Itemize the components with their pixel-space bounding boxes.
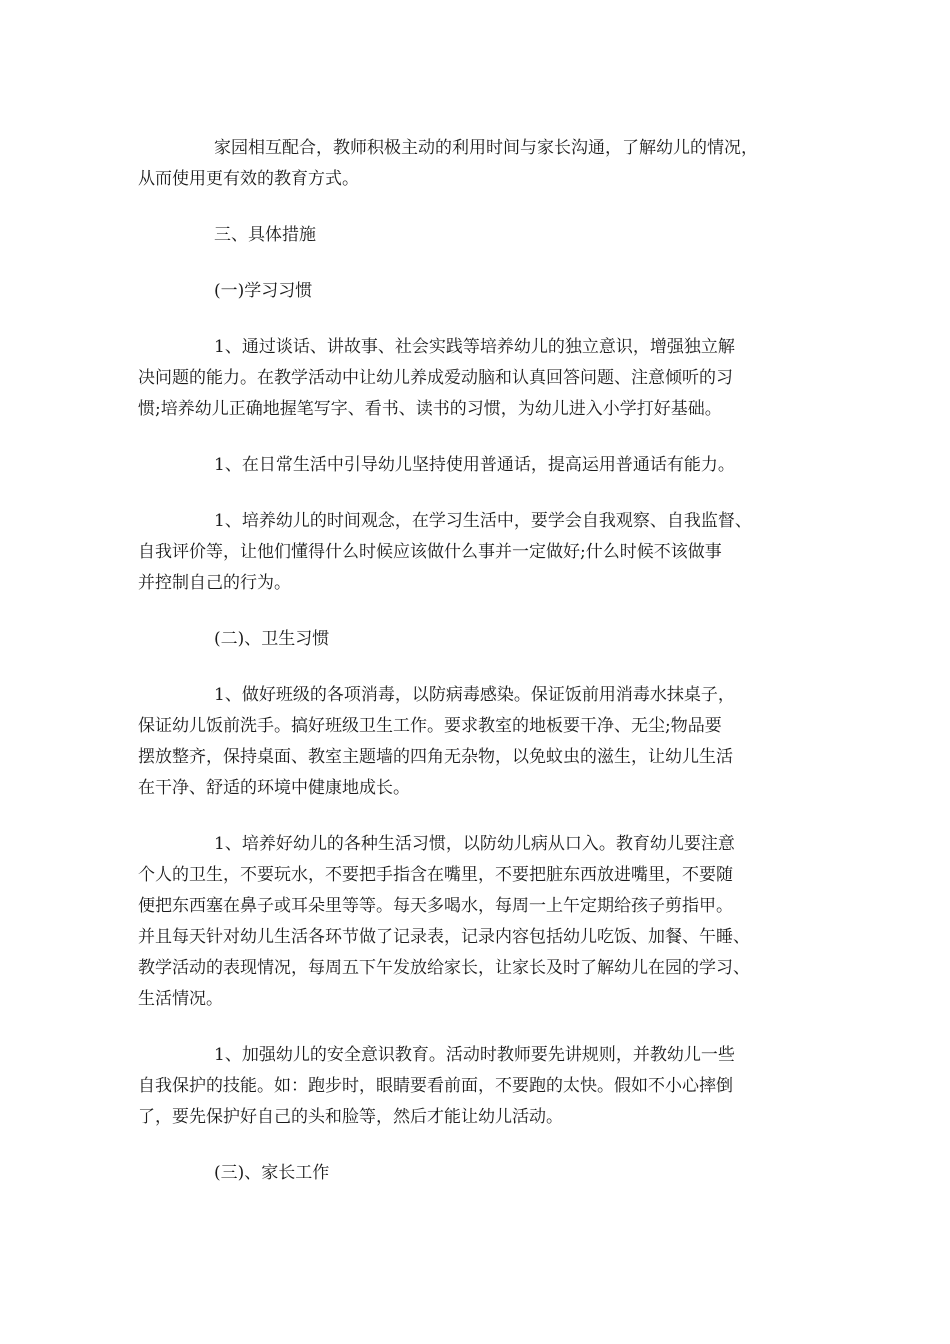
heading-parent-work bbox=[138, 1158, 820, 1189]
text-line: 1、在日常生活中引导幼儿坚持使用普通话，提高运用普通话有能力。 bbox=[214, 455, 735, 475]
text-line: 摆放整齐，保持桌面、教室主题墙的四角无杂物，以免蚊虫的滋生，让幼儿生活 bbox=[138, 747, 733, 767]
text-line: 教学活动的表现情况，每周五下午发放给家长，让家长及时了解幼儿在园的学习、 bbox=[138, 958, 750, 978]
text-line: 自我保护的技能。如：跑步时，眼睛要看前面，不要跑的太快。假如不小心摔倒 bbox=[138, 1076, 733, 1096]
subsection-heading: (一)学习习惯 bbox=[214, 281, 313, 301]
paragraph-disinfection bbox=[138, 680, 820, 804]
text-line: 1、做好班级的各项消毒，以防病毒感染。保证饭前用消毒水抹桌子， bbox=[214, 685, 735, 705]
text-line: 并控制自己的行为。 bbox=[138, 573, 291, 593]
paragraph-home-school-cooperation bbox=[138, 133, 820, 195]
text-line: 保证幼儿饭前洗手。搞好班级卫生工作。要求教室的地板要干净、无尘;物品要 bbox=[138, 716, 722, 736]
heading-study-habits bbox=[138, 276, 820, 307]
subsection-heading: (二)、卫生习惯 bbox=[214, 629, 330, 649]
text-line: 个人的卫生，不要玩水，不要把手指含在嘴里，不要把脏东西放进嘴里，不要随 bbox=[138, 865, 733, 885]
document-body bbox=[138, 133, 820, 1214]
paragraph-living-habits bbox=[138, 829, 820, 1015]
heading-hygiene-habits bbox=[138, 624, 820, 655]
paragraph-mandarin bbox=[138, 450, 820, 481]
text-line: 家园相互配合，教师积极主动的利用时间与家长沟通，了解幼儿的情况， bbox=[214, 138, 758, 158]
text-line: 从而使用更有效的教育方式。 bbox=[138, 169, 359, 189]
text-line: 决问题的能力。在教学活动中让幼儿养成爱动脑和认真回答问题、注意倾听的习 bbox=[138, 368, 733, 388]
section-heading: 三、具体措施 bbox=[214, 225, 316, 245]
heading-specific-measures bbox=[138, 220, 820, 251]
text-line: 生活情况。 bbox=[138, 989, 223, 1009]
text-line: 1、培养幼儿的时间观念，在学习生活中，要学会自我观察、自我监督、 bbox=[214, 511, 752, 531]
text-line: 惯;培养幼儿正确地握笔写字、看书、读书的习惯，为幼儿进入小学打好基础。 bbox=[138, 399, 722, 419]
text-line: 了，要先保护好自己的头和脸等，然后才能让幼儿活动。 bbox=[138, 1107, 563, 1127]
text-line: 1、培养好幼儿的各种生活习惯，以防幼儿病从口入。教育幼儿要注意 bbox=[214, 834, 735, 854]
subsection-heading: (三)、家长工作 bbox=[214, 1163, 330, 1183]
text-line: 自我评价等，让他们懂得什么时候应该做什么事并一定做好;什么时候不该做事 bbox=[138, 542, 722, 562]
text-line: 在干净、舒适的环境中健康地成长。 bbox=[138, 778, 410, 798]
text-line: 并且每天针对幼儿生活各环节做了记录表，记录内容包括幼儿吃饭、加餐、午睡、 bbox=[138, 927, 750, 947]
paragraph-independence bbox=[138, 332, 820, 425]
text-line: 1、通过谈话、讲故事、社会实践等培养幼儿的独立意识，增强独立解 bbox=[214, 337, 735, 357]
paragraph-safety-awareness bbox=[138, 1040, 820, 1133]
paragraph-time-concept bbox=[138, 506, 820, 599]
text-line: 便把东西塞在鼻子或耳朵里等等。每天多喝水，每周一上午定期给孩子剪指甲。 bbox=[138, 896, 733, 916]
text-line: 1、加强幼儿的安全意识教育。活动时教师要先讲规则，并教幼儿一些 bbox=[214, 1045, 735, 1065]
